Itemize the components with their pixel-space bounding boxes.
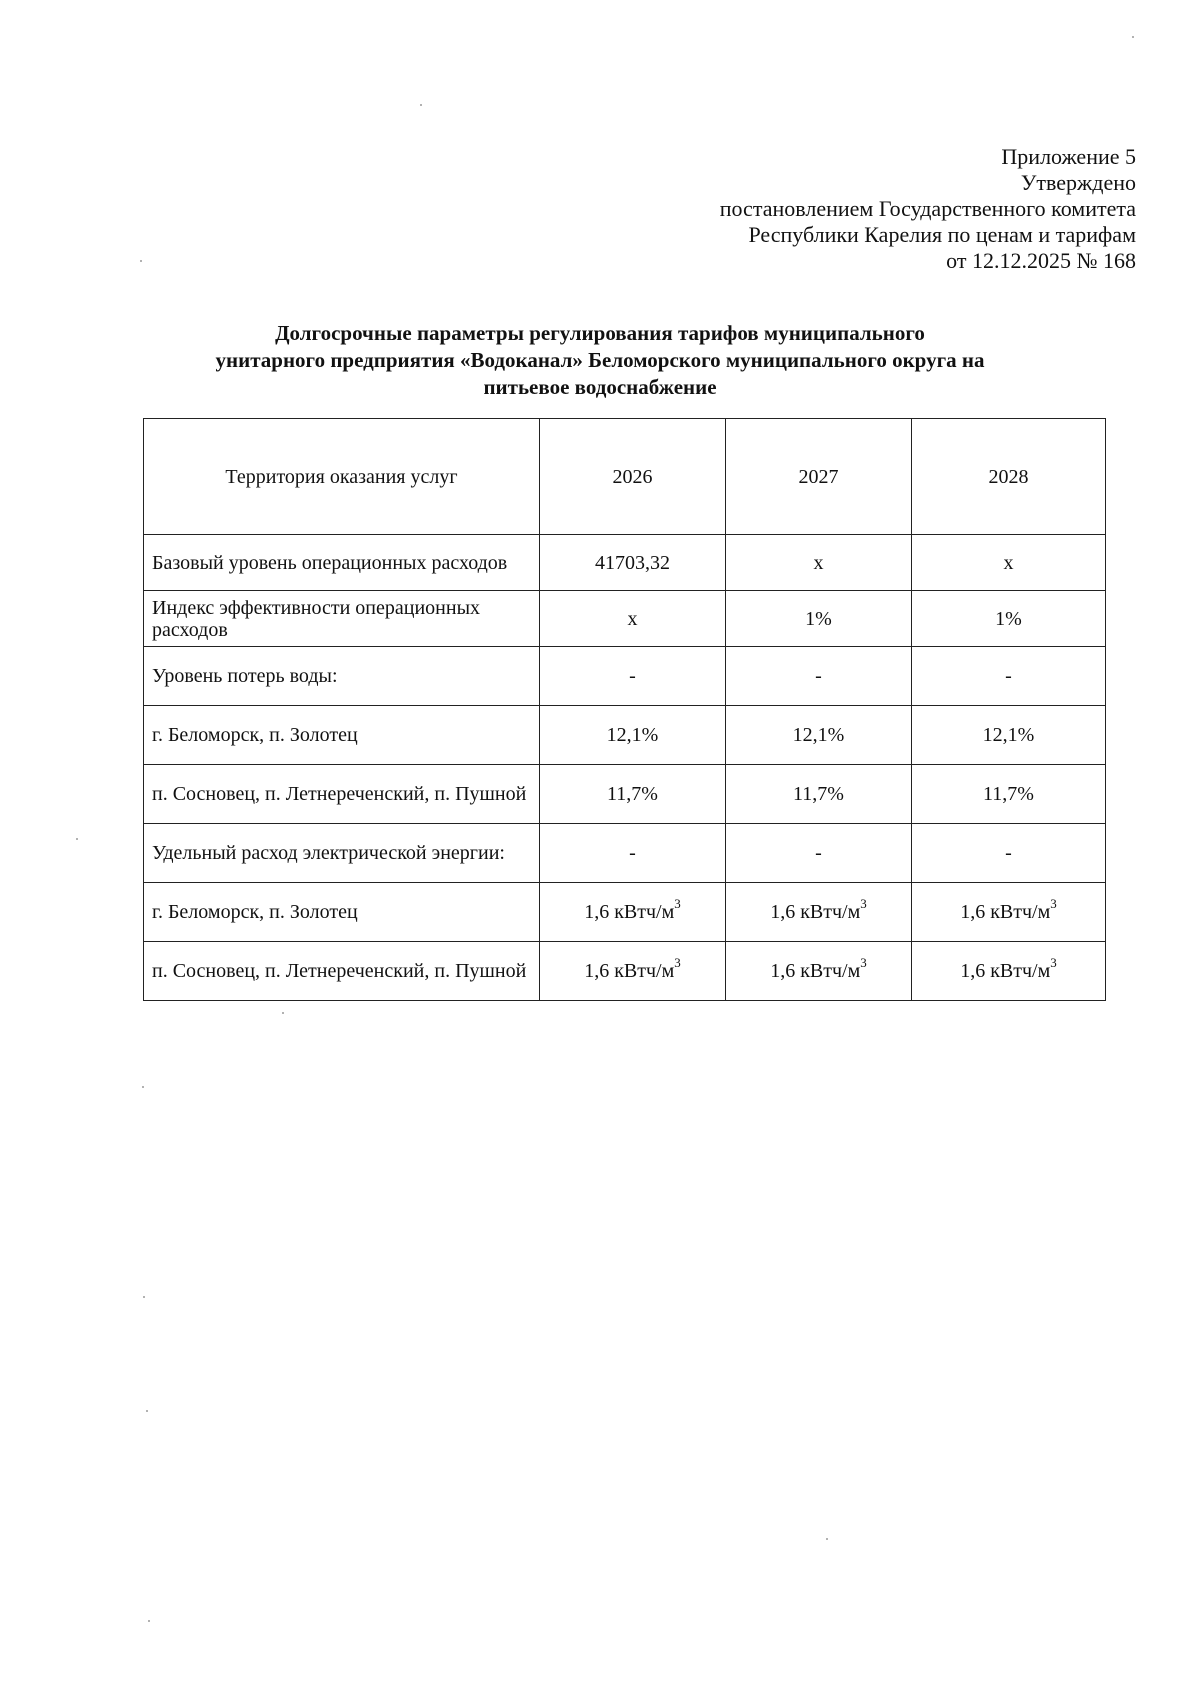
row-label: г. Беломорск, п. Золотец (144, 706, 540, 765)
scan-speck (146, 1410, 148, 1412)
cell-value: 1,6 кВтч/м (770, 901, 861, 923)
unit-exponent: 3 (860, 955, 867, 971)
table-cell: 12,1% (726, 706, 912, 765)
cell-value: 1,6 кВтч/м (960, 901, 1051, 923)
approval-date-number: от 12.12.2025 № 168 (946, 248, 1136, 273)
table-cell: - (726, 647, 912, 706)
cell-value: 1,6 кВтч/м (770, 960, 861, 982)
table-cell: 12,1% (540, 706, 726, 765)
table-cell (912, 942, 1106, 1001)
scan-speck (143, 1296, 145, 1298)
row-label: Удельный расход электрической энергии: (144, 824, 540, 883)
header-year-2028: 2028 (912, 419, 1106, 535)
table-header-row (144, 419, 1106, 535)
table-cell: х (726, 535, 912, 591)
row-label: г. Беломорск, п. Золотец (144, 883, 540, 942)
appendix-number: Приложение 5 (1001, 144, 1136, 169)
document-title-line3: питьевое водоснабжение (483, 375, 717, 399)
scan-speck (148, 1620, 150, 1622)
approval-authority-line2: Республики Карелия по ценам и тарифам (748, 222, 1136, 247)
table-cell: х (912, 535, 1106, 591)
table-row (144, 824, 1106, 883)
table-row (144, 942, 1106, 1001)
table-row (144, 535, 1106, 591)
scan-speck (142, 1086, 144, 1088)
table-cell (912, 883, 1106, 942)
document-title (150, 320, 1050, 401)
cell-value: 1,6 кВтч/м (584, 901, 675, 923)
header-year-2027: 2027 (726, 419, 912, 535)
row-label: Индекс эффективности операционных расходов (144, 591, 540, 647)
table-row (144, 591, 1106, 647)
table-cell: 1% (726, 591, 912, 647)
table-row (144, 765, 1106, 824)
table-cell: - (540, 824, 726, 883)
unit-exponent: 3 (674, 955, 681, 971)
scan-speck (282, 1012, 284, 1014)
table-cell: - (912, 647, 1106, 706)
table-cell: 12,1% (912, 706, 1106, 765)
table-cell: - (912, 824, 1106, 883)
scan-speck (140, 260, 142, 262)
approval-status: Утверждено (1020, 170, 1136, 195)
document-title-line1: Долгосрочные параметры регулирования тарифов муниципального (275, 321, 925, 345)
table-cell: 11,7% (540, 765, 726, 824)
unit-exponent: 3 (860, 896, 867, 912)
document-title-line2: унитарного предприятия «Водоканал» Беломорского муниципального округа на (215, 348, 985, 372)
table-row (144, 706, 1106, 765)
scan-speck (76, 838, 78, 840)
row-label: п. Сосновец, п. Летнереченский, п. Пушной (144, 765, 540, 824)
table-cell: 41703,32 (540, 535, 726, 591)
approval-authority-line1: постановлением Государственного комитета (719, 196, 1136, 221)
unit-exponent: 3 (674, 896, 681, 912)
header-year-2026: 2026 (540, 419, 726, 535)
row-label: Уровень потерь воды: (144, 647, 540, 706)
table-cell: - (540, 647, 726, 706)
scan-speck (1132, 36, 1134, 38)
table-row (144, 883, 1106, 942)
cell-value: 1,6 кВтч/м (584, 960, 675, 982)
table-cell (726, 883, 912, 942)
table-cell: 1% (912, 591, 1106, 647)
approval-block (576, 144, 1136, 274)
cell-value: 1,6 кВтч/м (960, 960, 1051, 982)
table-cell (540, 942, 726, 1001)
unit-exponent: 3 (1050, 955, 1057, 971)
row-label: п. Сосновец, п. Летнереченский, п. Пушной (144, 942, 540, 1001)
parameters-table (143, 418, 1106, 1001)
header-territory: Территория оказания услуг (144, 419, 540, 535)
table-cell: - (726, 824, 912, 883)
table-cell (726, 942, 912, 1001)
scan-speck (420, 104, 422, 106)
unit-exponent: 3 (1050, 896, 1057, 912)
table-row (144, 647, 1106, 706)
scan-speck (826, 1538, 828, 1540)
table-cell (540, 883, 726, 942)
table-cell: 11,7% (726, 765, 912, 824)
table-cell: 11,7% (912, 765, 1106, 824)
table-cell: х (540, 591, 726, 647)
row-label: Базовый уровень операционных расходов (144, 535, 540, 591)
